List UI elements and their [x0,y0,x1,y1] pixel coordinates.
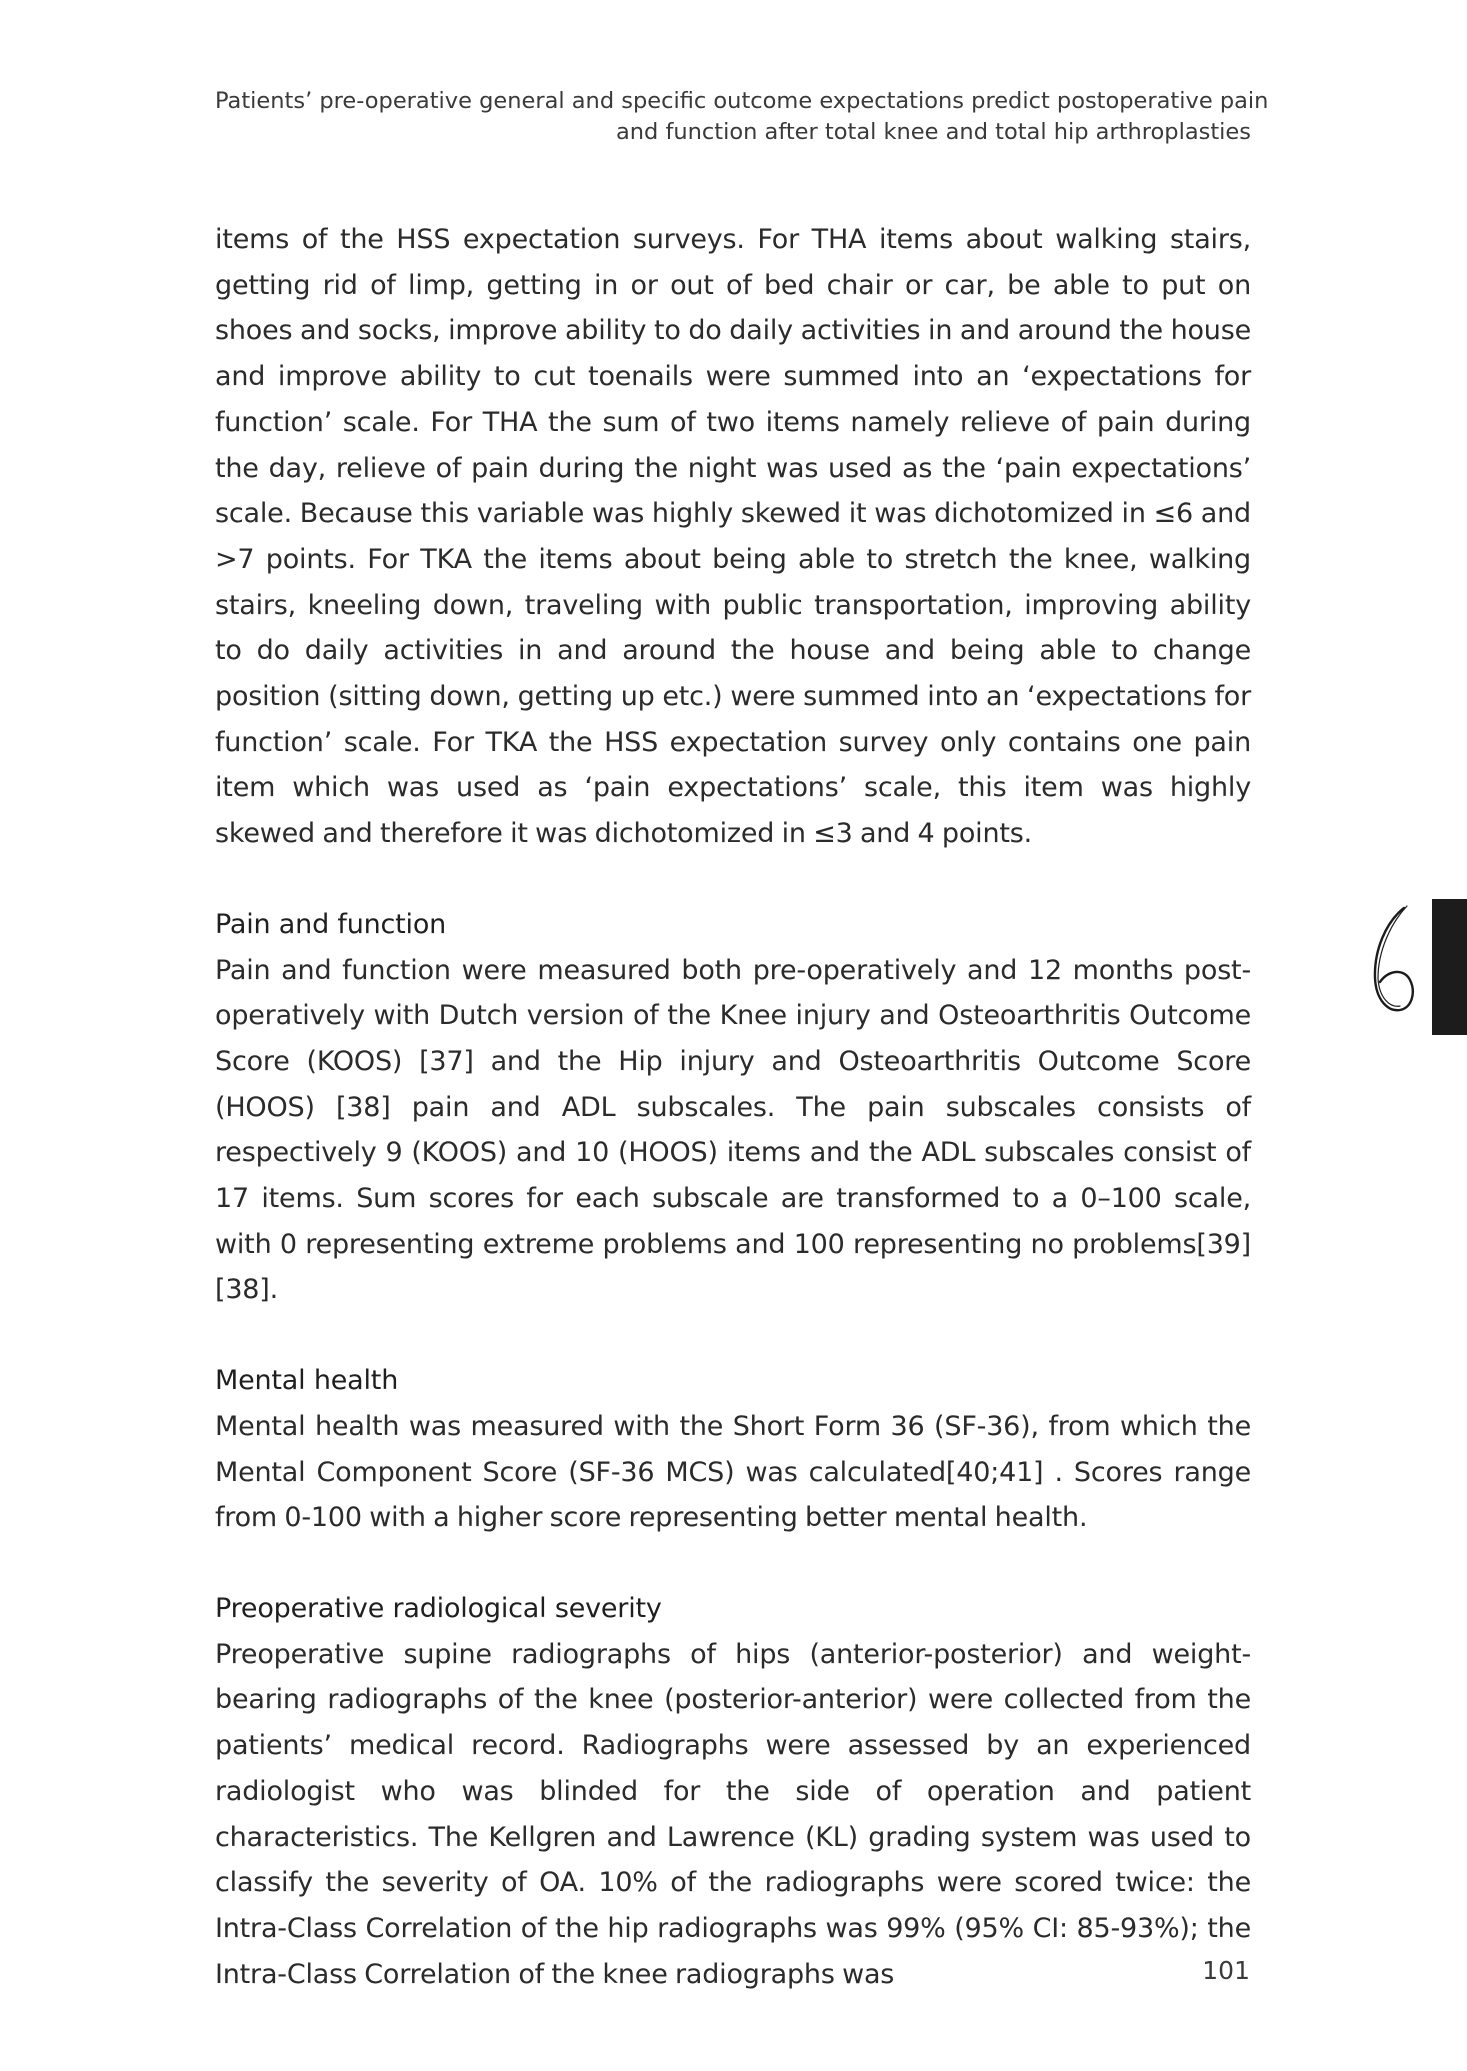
intro-paragraph: items of the HSS expectation surveys. For THA items about walking stairs, getting rid of limp, getting in or out of bed chair or car, be able to put on shoes and socks, improve ability to do daily activities in and around the house and improve ability to cut toenails were summed into an ‘expectations for function’ scale. For THA the sum of two items namely relieve of pain during the day, relieve of pain during the night was used as the ‘pain expectations’ scale. Because this variable was highly skewed it was dichotomized in ≤6 and >7 points. For TKA the items about being able to stretch the knee, walking stairs, kneeling down, traveling with public transportation, improving ability to do daily activities in and around the house and being able to change position (sitting down, getting up etc.) were summed into an ‘expectations for function’ scale. For TKA the HSS expectation survey only contains one pain item which was used as ‘pain expectations’ scale, this item was highly skewed and therefore it was dichotomized in ≤3 and 4 points. [215,224,1251,850]
section-body: Pain and function were measured both pre-operatively and 12 months post-operatively with Dutch version of the Knee injury and Osteoarthritis Outcome Score (KOOS) [37] and the Hip injury and Osteoarthritis Outcome Score (HOOS) [38] pain and ADL subscales. The pain subscales consists of respectively 9 (KOOS) and 10 (HOOS) items and the ADL subscales consist of 17 items. Sum scores for each subscale are transformed to a 0–100 scale, with 0 representing extreme problems and 100 representing no problems[39] [38]. [215,954,1251,1306]
page-body [215,217,1251,1997]
section-pain-and-function [215,902,1251,1313]
section-preoperative-radiological-severity [215,1586,1251,1997]
section-body: Mental health was measured with the Short Form 36 (SF-36), from which the Mental Component Score (SF-36 MCS) was calculated[40;41] . Scores range from 0-100 with a higher score representing better mental health. [215,1410,1251,1534]
section-heading: Preoperative radiological severity [215,1592,662,1624]
running-header [215,86,1269,148]
running-header-line-2: and function after total knee and total hip arthroplasties [615,119,1251,145]
section-heading: Pain and function [215,908,447,940]
running-header-line-1: Patients’ pre-operative general and specific outcome expectations predict postoperative pain [215,88,1269,114]
section-body: Preoperative supine radiographs of hips (anterior-posterior) and weight-bearing radiographs of the knee (posterior-anterior) were collected from the patients’ medical record. Radiographs were assessed by an experienced radiologist who was blinded for the side of operation and patient characteristics. The Kellgren and Lawrence (KL) grading system was used to classify the severity of OA. 10% of the radiographs were scored twice: the Intra-Class Correlation of the hip radiographs was 99% (95% CI: 85-93%); the Intra-Class Correlation of the knee radiographs was [215,1638,1251,1990]
page-number: 101 [1202,1956,1250,1985]
section-heading: Mental health [215,1365,399,1397]
chapter-thumb-tab [1432,899,1467,1035]
chapter-number-text: 6 [1366,900,1367,901]
section-mental-health [215,1358,1251,1541]
chapter-number [1366,900,1426,1020]
chapter-number-glyph [1366,900,1426,1020]
